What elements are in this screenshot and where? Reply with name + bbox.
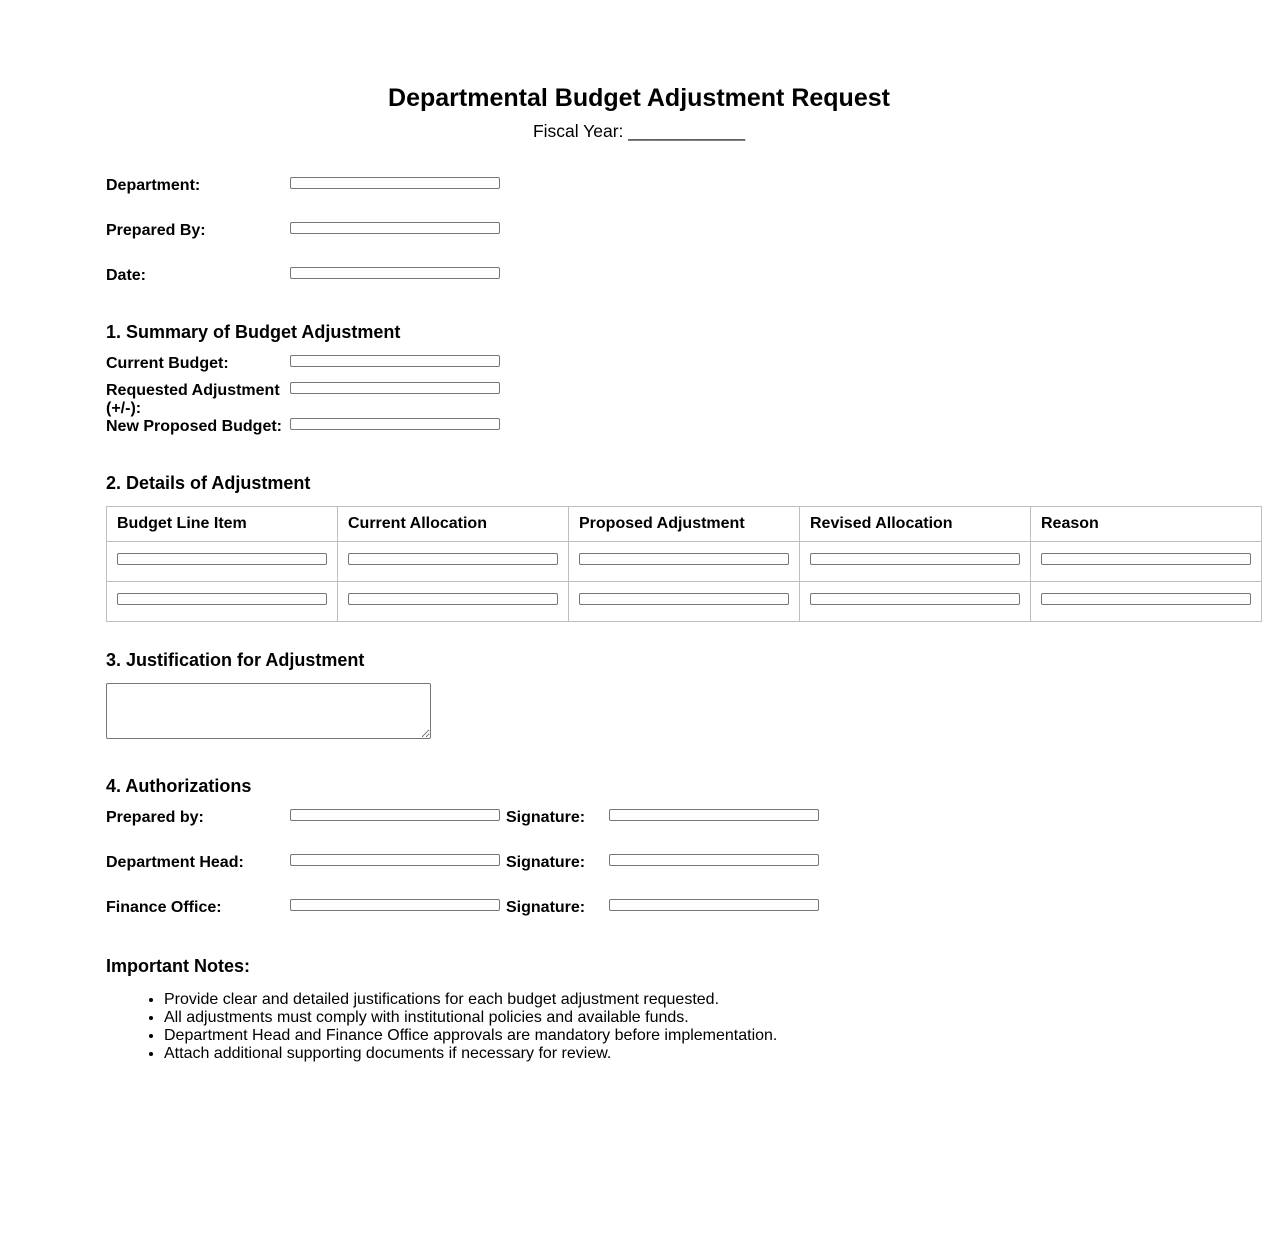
fiscal-year-line: Fiscal Year: ____________: [532, 121, 746, 141]
department-head-input[interactable]: [290, 854, 500, 866]
budget-line-item-input[interactable]: [117, 553, 327, 565]
department-input[interactable]: [290, 177, 500, 189]
table-row: [107, 582, 1262, 622]
signature-label: Signature:: [506, 899, 586, 916]
table-cell: [338, 542, 569, 582]
form-title: Departmental Budget Adjustment Request: [388, 84, 890, 112]
signature-label: Signature:: [506, 809, 586, 826]
prepared-by-label: Prepared By:: [106, 222, 206, 239]
table-cell: [569, 542, 800, 582]
new-proposed-budget-label: New Proposed Budget:: [106, 418, 283, 435]
list-item: • Department Head and Finance Office approvals are mandatory before implementation.: [164, 1027, 777, 1045]
table-cell: [338, 582, 569, 622]
finance-office-input[interactable]: [290, 899, 500, 911]
list-item: • Attach additional supporting documents if necessary for review.: [164, 1045, 777, 1063]
table-header-row: [107, 507, 1262, 542]
current-budget-label: Current Budget:: [106, 355, 229, 372]
summary-heading: 1. Summary of Budget Adjustment: [106, 322, 401, 342]
requested-adjustment-label: Requested Adjustment (+/-):: [106, 382, 280, 417]
table-cell: [800, 542, 1031, 582]
table-cell: [1031, 582, 1262, 622]
list-item: • All adjustments must comply with institutional policies and available funds.: [164, 1009, 777, 1027]
finance-office-label: Finance Office:: [106, 899, 222, 916]
new-proposed-budget-input[interactable]: [290, 418, 500, 430]
authorizations-heading: 4. Authorizations: [106, 776, 252, 796]
requested-adjustment-input[interactable]: [290, 382, 500, 394]
reason-input[interactable]: [1041, 593, 1251, 605]
current-allocation-input[interactable]: [348, 553, 558, 565]
column-header-current-allocation: Current Allocation: [338, 507, 569, 542]
budget-line-item-input[interactable]: [117, 593, 327, 605]
notes-list: [106, 991, 777, 1063]
justification-textarea[interactable]: [106, 683, 431, 739]
proposed-adjustment-input[interactable]: [579, 593, 789, 605]
date-input[interactable]: [290, 267, 500, 279]
justification-heading: 3. Justification for Adjustment: [106, 650, 365, 670]
finance-office-signature-input[interactable]: [609, 899, 819, 911]
proposed-adjustment-input[interactable]: [579, 553, 789, 565]
prepared-by-input[interactable]: [290, 222, 500, 234]
reason-input[interactable]: [1041, 553, 1251, 565]
table-cell: [107, 542, 338, 582]
department-head-label: Department Head:: [106, 854, 244, 871]
list-item: • Provide clear and detailed justifications for each budget adjustment requested.: [164, 991, 777, 1009]
signature-label: Signature:: [506, 854, 586, 871]
revised-allocation-input[interactable]: [810, 553, 1020, 565]
details-table: [106, 506, 1262, 622]
column-header-budget-line-item: Budget Line Item: [107, 507, 338, 542]
column-header-revised-allocation: Revised Allocation: [800, 507, 1031, 542]
department-head-signature-input[interactable]: [609, 854, 819, 866]
current-allocation-input[interactable]: [348, 593, 558, 605]
auth-prepared-by-label: Prepared by:: [106, 809, 204, 826]
revised-allocation-input[interactable]: [810, 593, 1020, 605]
date-label: Date:: [106, 267, 147, 284]
table-row: [107, 542, 1262, 582]
column-header-proposed-adjustment: Proposed Adjustment: [569, 507, 800, 542]
table-cell: [1031, 542, 1262, 582]
prepared-by-signature-input[interactable]: [609, 809, 819, 821]
details-heading: 2. Details of Adjustment: [106, 473, 311, 493]
column-header-reason: Reason: [1031, 507, 1262, 542]
current-budget-input[interactable]: [290, 355, 500, 367]
table-cell: [107, 582, 338, 622]
table-cell: [800, 582, 1031, 622]
table-cell: [569, 582, 800, 622]
notes-heading: Important Notes:: [106, 956, 250, 976]
department-label: Department:: [106, 177, 201, 194]
auth-prepared-by-input[interactable]: [290, 809, 500, 821]
